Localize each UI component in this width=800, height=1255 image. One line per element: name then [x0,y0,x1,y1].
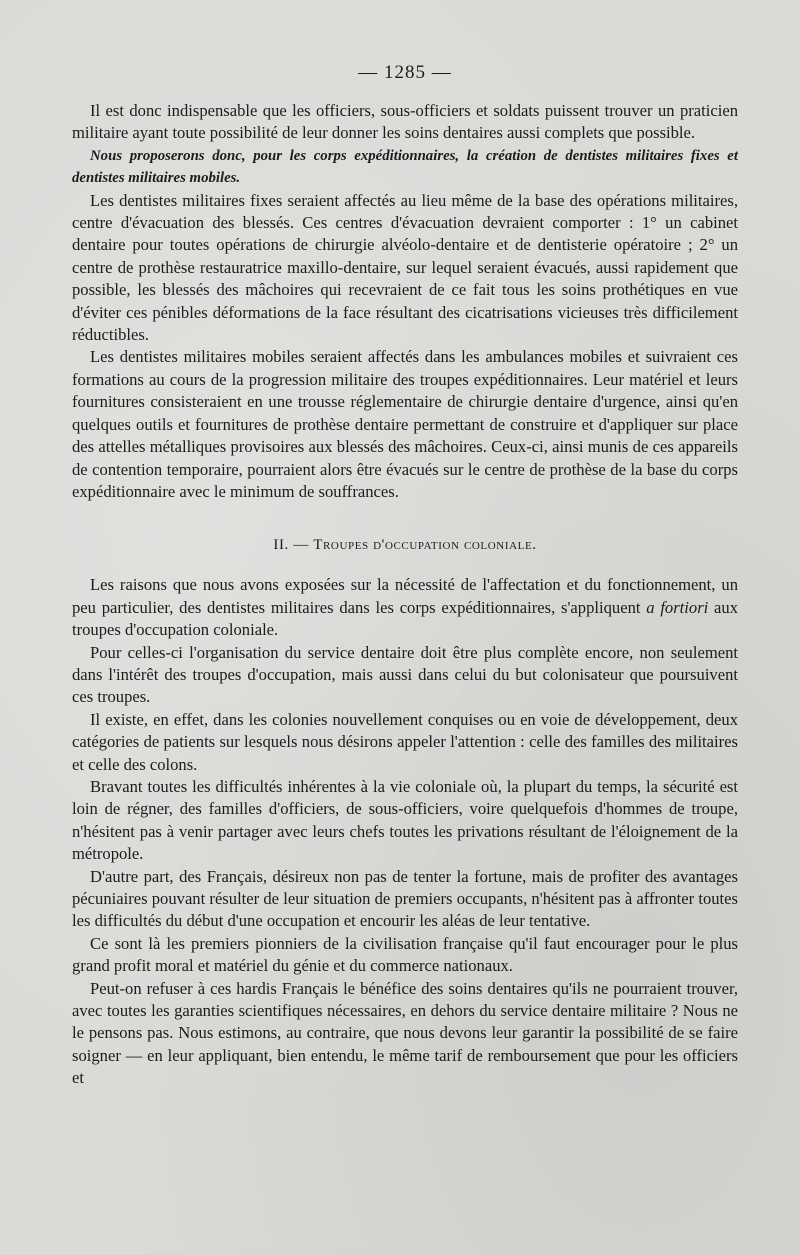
section-heading [72,537,738,554]
italic-paragraph: Nous proposerons donc, pour les corps expéditionnaires, la création de dentistes militaires fixes et dentistes militaires mobiles. [72,147,738,187]
paragraph: Ce sont là les premiers pionniers de la civilisation française qu'il faut encourager pour le plus grand profit moral et matériel du génie et du commerce nationaux. [72,933,738,976]
paragraph [72,574,738,641]
paragraph: Les dentistes militaires fixes seraient affectés au lieu même de la base des opérations militaires, centre d'évacuation des blessés. Ces centres d'évacuation devraient comporter : 1° un cabinet dentaire pour toutes opérations de chirurgie alvéolo-dentaire et de dentisterie opératoire ; 2° un centre de prothèse restauratrice maxillo-dentaire, sur lequel seraient évacués, aussi rapidement que possible, les blessés des mâchoires qui recevraient de ce fait tous les soins prothétiques en vue d'éviter ces pénibles déformations de la face résultant des cicatrisations vicieuses très difficilement réductibles. [72,190,738,345]
paragraph: Il est donc indispensable que les officiers, sous-officiers et soldats puissent trouver un praticien militaire ayant toute possibilité de leur donner les soins dentaires aussi complets que possible. [72,101,738,143]
page-number: — 1285 — [358,62,452,83]
paragraph: Il existe, en effet, dans les colonies nouvellement conquises ou en voie de développement, deux catégories de patients sur lesquels nous désirons appeler l'attention : celle des familles des militaires et celle des colons. [72,709,738,774]
paragraph: Pour celles-ci l'organisation du service dentaire doit être plus complète encore, non seulement dans l'intérêt des troupes d'occupation, mais aussi dans celui du but colonisateur que poursuivent ces troupes. [72,642,738,707]
paragraph: D'autre part, des Français, désireux non pas de tenter la fortune, mais de profiter des avantages pécuniaires pouvant résulter de leur situation de premiers occupants, n'hésitent pas à affronter toutes les difficultés du début d'une occupation et encourir les aléas de leur tentative. [72,866,738,931]
paragraph-text: Les raisons que nous avons exposées sur la nécessité de l'affectation et du fonctionnement, un peu particulier, des dentistes militaires dans les corps expéditionnaires, s'appliquent [72,575,738,617]
paragraph: Peut-on refuser à ces hardis Français le bénéfice des soins dentaires qu'ils ne pourraient trouver, avec toutes les garanties scientifiques nécessaires, en dehors du service dentaire militaire ? Nous ne le pensons pas. Nous estimons, au contraire, que nous devons leur garantir la possibilité de se faire soigner — en leur appliquant, bien entendu, le même tarif de remboursement que pour les officiers et [72,978,738,1088]
emphasis-text: a fortiori [646,597,709,617]
paragraph: Bravant toutes les difficultés inhérentes à la vie coloniale où, la plupart du temps, la sécurité est loin de régner, des familles d'officiers, de sous-officiers, voire quelquefois d'hommes de troupe, n'hésitent pas à venir partager avec leurs chefs toutes les privations résultant de l'éloignement de la métropole. [72,776,738,864]
paragraph: Les dentistes militaires mobiles seraient affectés dans les ambulances mobiles et suivraient ces formations au cours de la progression militaire des troupes expéditionnaires. Leur matériel et leurs fournitures consisteraient en une trousse réglementaire de chirurgie dentaire d'urgence, ainsi qu'en quelques outils et fournitures de prothèse dentaire permettant de construire et d'appliquer sur place des attelles métalliques provisoires aux blessés des mâchoires. Ceux-ci, ainsi munis de ces appareils de contention temporaire, pourraient alors être évacués sur le centre de prothèse de la base du corps expéditionnaire avec le minimum de souffrances. [72,347,738,501]
section-number: II. — [273,537,309,554]
section-title: Troupes d'occupation coloniale. [313,537,537,554]
paragraph-text: aux troupes d'occupation coloniale. [72,597,738,640]
